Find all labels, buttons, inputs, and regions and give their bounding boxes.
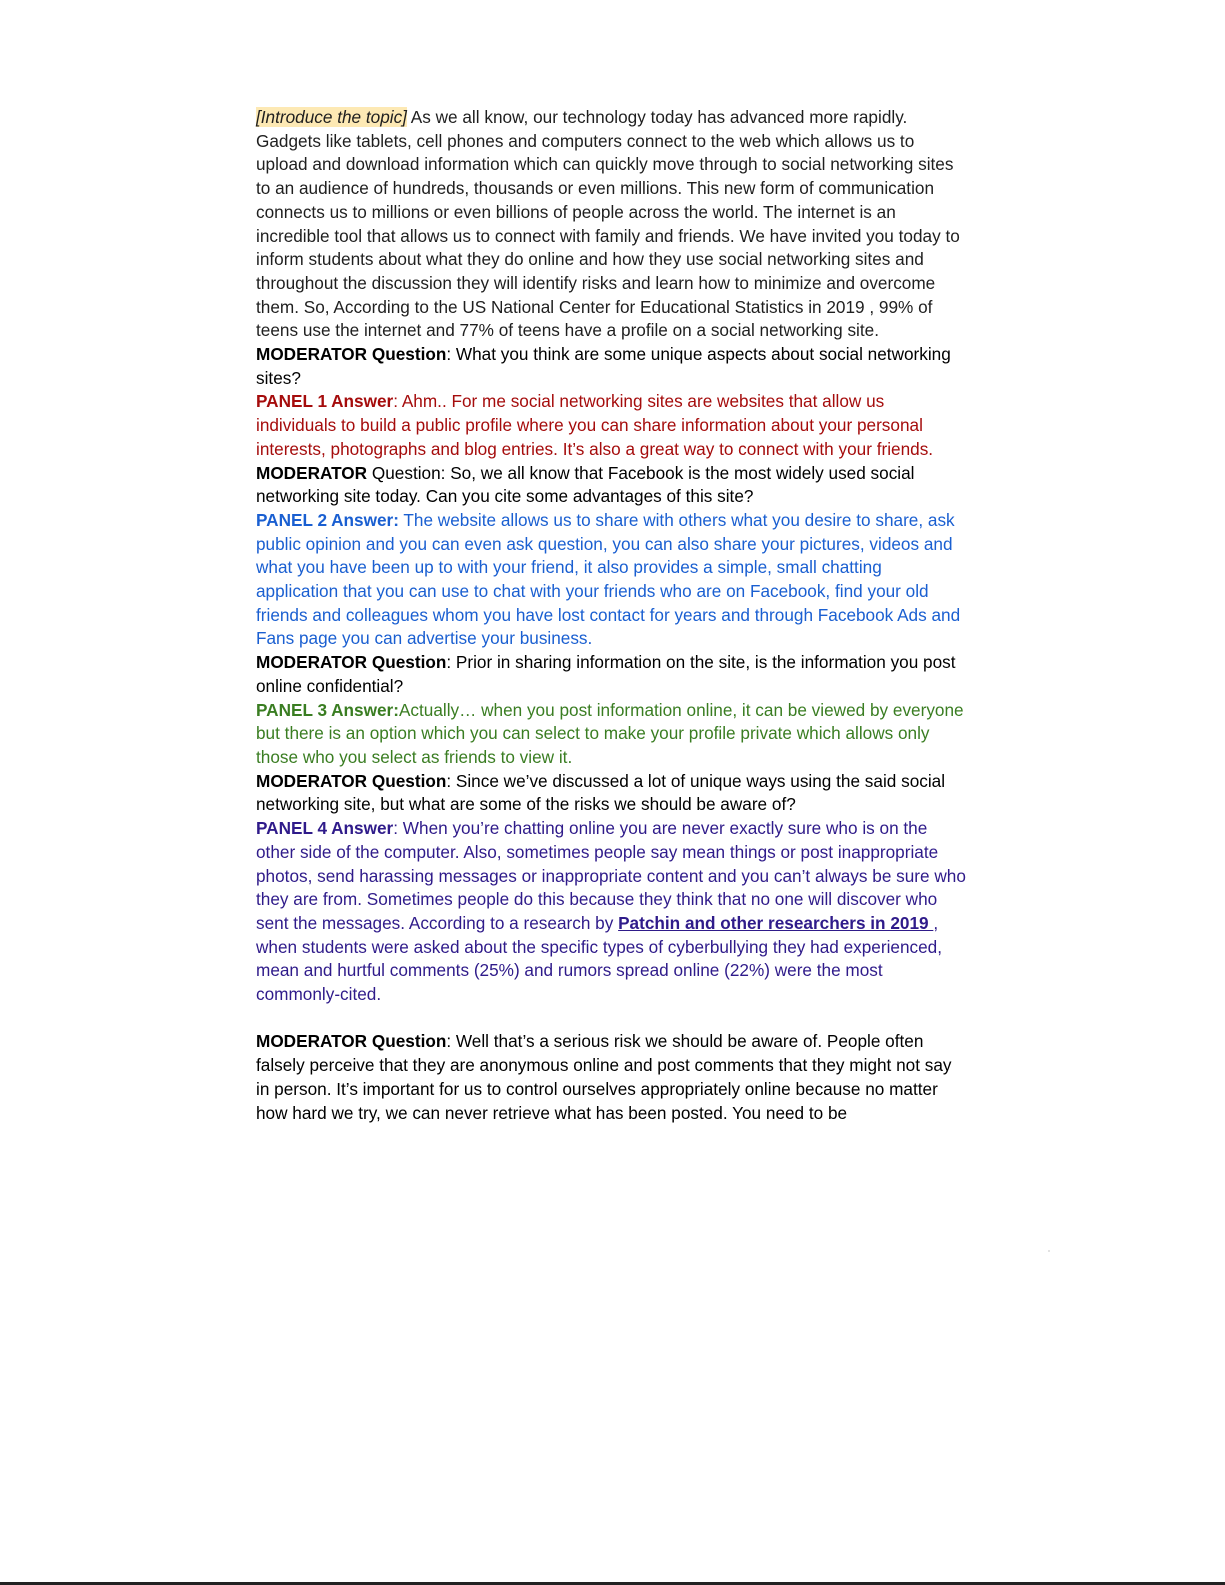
question-text: : Well that’s a serious risk we should be aware of. People often falsely perceive that they are anonymous online and post comments that they might not say in person. It’s important for us to control ourselves appropriately online because no matter how hard we try, we can never retrieve what has been posted. You need to be: [256, 1031, 952, 1123]
page-speck: [1048, 1250, 1050, 1252]
question-text: Question: So, we all know that Facebook is the most widely used social networking site today. Can you cite some advantages of this site?: [256, 462, 915, 507]
panel-label: PANEL 4 Answer: [256, 818, 394, 839]
panel-label: PANEL 2 Answer:: [256, 509, 399, 530]
answer-text: : Ahm.. For me social networking sites are websites that allow us individuals to build a public profile where you can share information about your personal interests, photographs and blog entries. It’s also a great way to connect with your friends.: [256, 391, 934, 459]
panel-label: PANEL 1 Answer: [256, 391, 394, 412]
panel-label: PANEL 3 Answer:: [256, 699, 399, 720]
moderator-label: MODERATOR Question: [256, 344, 447, 365]
question-text: : Since we’ve discussed a lot of unique ways using the said social networking site, but what are some of the risks we should be aware of?: [256, 770, 946, 815]
panel-3-answer: [256, 699, 968, 770]
answer-text: The website allows us to share with others what you desire to share, ask public opinion and you can even ask question, you can also share your pictures, videos and what you have been up to with your friend, it also provides a simple, small chatting application that you can use to chat with your friends who are on Facebook, find your old friends and colleagues whom you have lost contact for years and through Facebook Ads and Fans page you can advertise your business.: [256, 509, 961, 649]
document-body: [256, 106, 968, 1125]
blank-line: [256, 1007, 968, 1031]
intro-tag: [Introduce the topic]: [256, 107, 407, 127]
moderator-label: MODERATOR Question: [256, 652, 447, 673]
research-link[interactable]: Patchin and other researchers in 2019: [618, 912, 934, 933]
panel-2-answer: [256, 509, 968, 651]
moderator-question-4: [256, 770, 968, 817]
panel-1-answer: [256, 390, 968, 461]
answer-text-after: , when students were asked about the specific types of cyberbullying they had experienced, mean and hurtful comments (25%) and rumors spread online (22%) were the most commonly-cited.: [256, 912, 943, 1005]
moderator-label: MODERATOR Question: [256, 1031, 447, 1052]
moderator-question-3: [256, 651, 968, 698]
intro-text: As we all know, our technology today has advanced more rapidly. Gadgets like tablets, cell phones and computers connect to the web which allows us to upload and download information which can quickly move through to social networking sites to an audience of hundreds, thousands or even millions. This new form of communication connects us to millions or even billions of people across the world. The internet is an incredible tool that allows us to connect with family and friends. We have invited you today to inform students about what they do online and how they use social networking sites and throughout the discussion they will identify risks and learn how to minimize and overcome them. So, According to the US National Center for Educational Statistics in 2019 , 99% of teens use the internet and 77% of teens have a profile on a social networking site.: [256, 107, 960, 341]
moderator-question-2: [256, 462, 968, 509]
question-text: : Prior in sharing information on the site, is the information you post online confidential?: [256, 652, 956, 696]
moderator-question-5: [256, 1030, 968, 1125]
moderator-label: MODERATOR Question: [256, 770, 447, 791]
answer-text-before: : When you’re chatting online you are never exactly sure who is on the other side of the computer. Also, sometimes people say mean things or post inappropriate photos, send harassing messages or inappropriate content and you can’t always be sure who they are from. Sometimes people do this because they think that no one will discover who sent the messages. According to a research by: [256, 818, 966, 933]
answer-text: Actually… when you post information online, it can be viewed by everyone but there is an option which you can select to make your profile private which allows only those who you select as friends to view it.: [256, 699, 964, 767]
intro-paragraph: [256, 106, 968, 343]
moderator-question-1: [256, 343, 968, 390]
panel-4-answer: [256, 817, 968, 1007]
moderator-label: MODERATOR: [256, 462, 368, 483]
question-text: : What you think are some unique aspects about social networking sites?: [256, 344, 951, 388]
